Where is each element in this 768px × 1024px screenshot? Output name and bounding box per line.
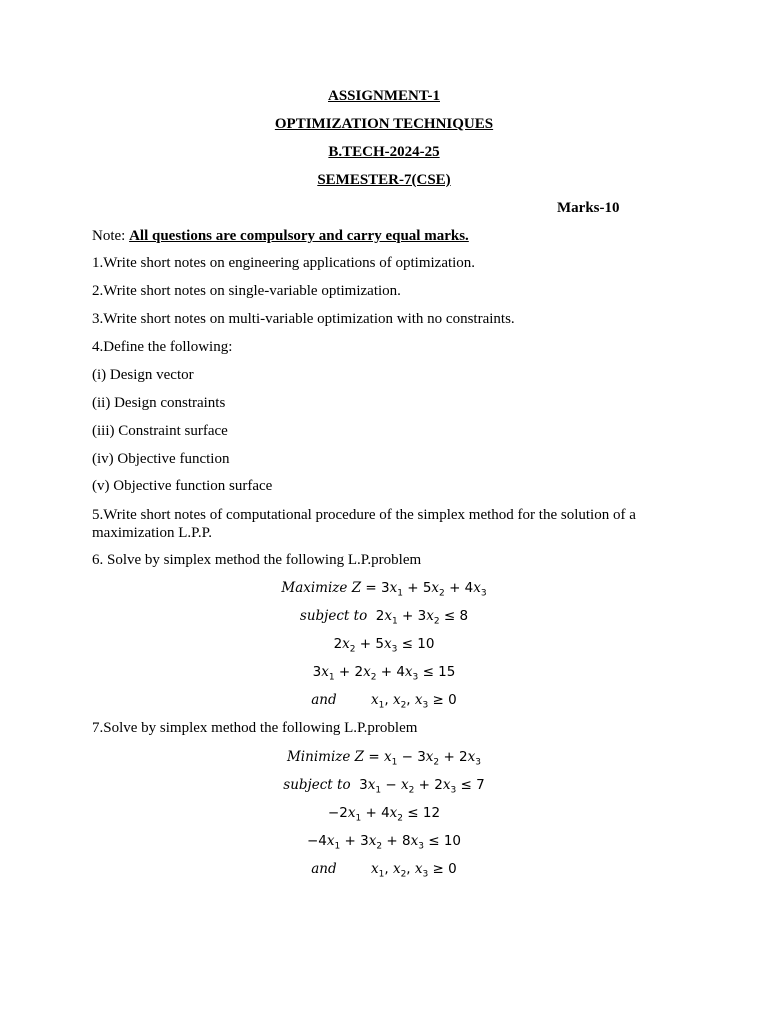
q6-constraint-3: $3x_1 + 2x_2 + 4x_3 \le 15$: [312, 664, 456, 683]
q6-constraint-1: subject to $2x_1 + 3x_2 \le 8$: [299, 608, 469, 627]
note-text: All questions are compulsory and carry equal marks.: [129, 228, 469, 244]
marks-label: Marks-10: [557, 200, 620, 216]
definition-item: (iv) Objective function: [92, 451, 230, 467]
definition-item: (iii) Constraint surface: [92, 423, 228, 439]
question-7: 7.Solve by simplex method the following L.P.problem: [92, 720, 418, 736]
question-3: 3.Write short notes on multi-variable optimization with no constraints.: [92, 311, 515, 327]
note-prefix: Note:: [92, 228, 130, 244]
question-4: 4.Define the following:: [92, 339, 233, 355]
q7-nonnegativity: and $x_1$, $x_2$, $x_3 \ge 0$: [311, 861, 457, 880]
question-1: 1.Write short notes on engineering applications of optimization.: [92, 255, 476, 271]
q7-constraint-2: $-2x_1 + 4x_2 \le 12$: [327, 805, 441, 824]
q6-nonnegativity: and $x_1$, $x_2$, $x_3 \ge 0$: [311, 692, 457, 711]
assignment-title: ASSIGNMENT-1: [328, 88, 440, 104]
q6-constraint-2: $2x_2 + 5x_3 \le 10$: [333, 636, 435, 655]
question-6: 6. Solve by simplex method the following L.P.problem: [92, 552, 422, 568]
q7-constraint-3: $-4x_1 + 3x_2 + 8x_3 \le 10$: [306, 833, 462, 852]
definition-item: (ii) Design constraints: [92, 395, 226, 411]
q6-objective: Maximize $Z = 3x_1 + 5x_2 + 4x_3$: [281, 580, 487, 599]
program-year: B.TECH-2024-25: [328, 144, 440, 160]
semester: SEMESTER-7(CSE): [317, 172, 451, 188]
course-title: OPTIMIZATION TECHNIQUES: [274, 116, 494, 132]
note: [92, 228, 469, 245]
definition-item: (v) Objective function surface: [92, 478, 273, 494]
q7-constraint-1: subject to $3x_1 - x_2 + 2x_3 \le 7$: [283, 777, 485, 796]
q7-objective: Minimize $Z = x_1 - 3x_2 + 2x_3$: [286, 749, 481, 768]
question-2: 2.Write short notes on single-variable optimization.: [92, 283, 401, 299]
definition-item: (i) Design vector: [92, 367, 194, 383]
question-5: 5.Write short notes of computational procedure of the simplex method for the solution of a maximization L.P.P.: [92, 507, 636, 541]
